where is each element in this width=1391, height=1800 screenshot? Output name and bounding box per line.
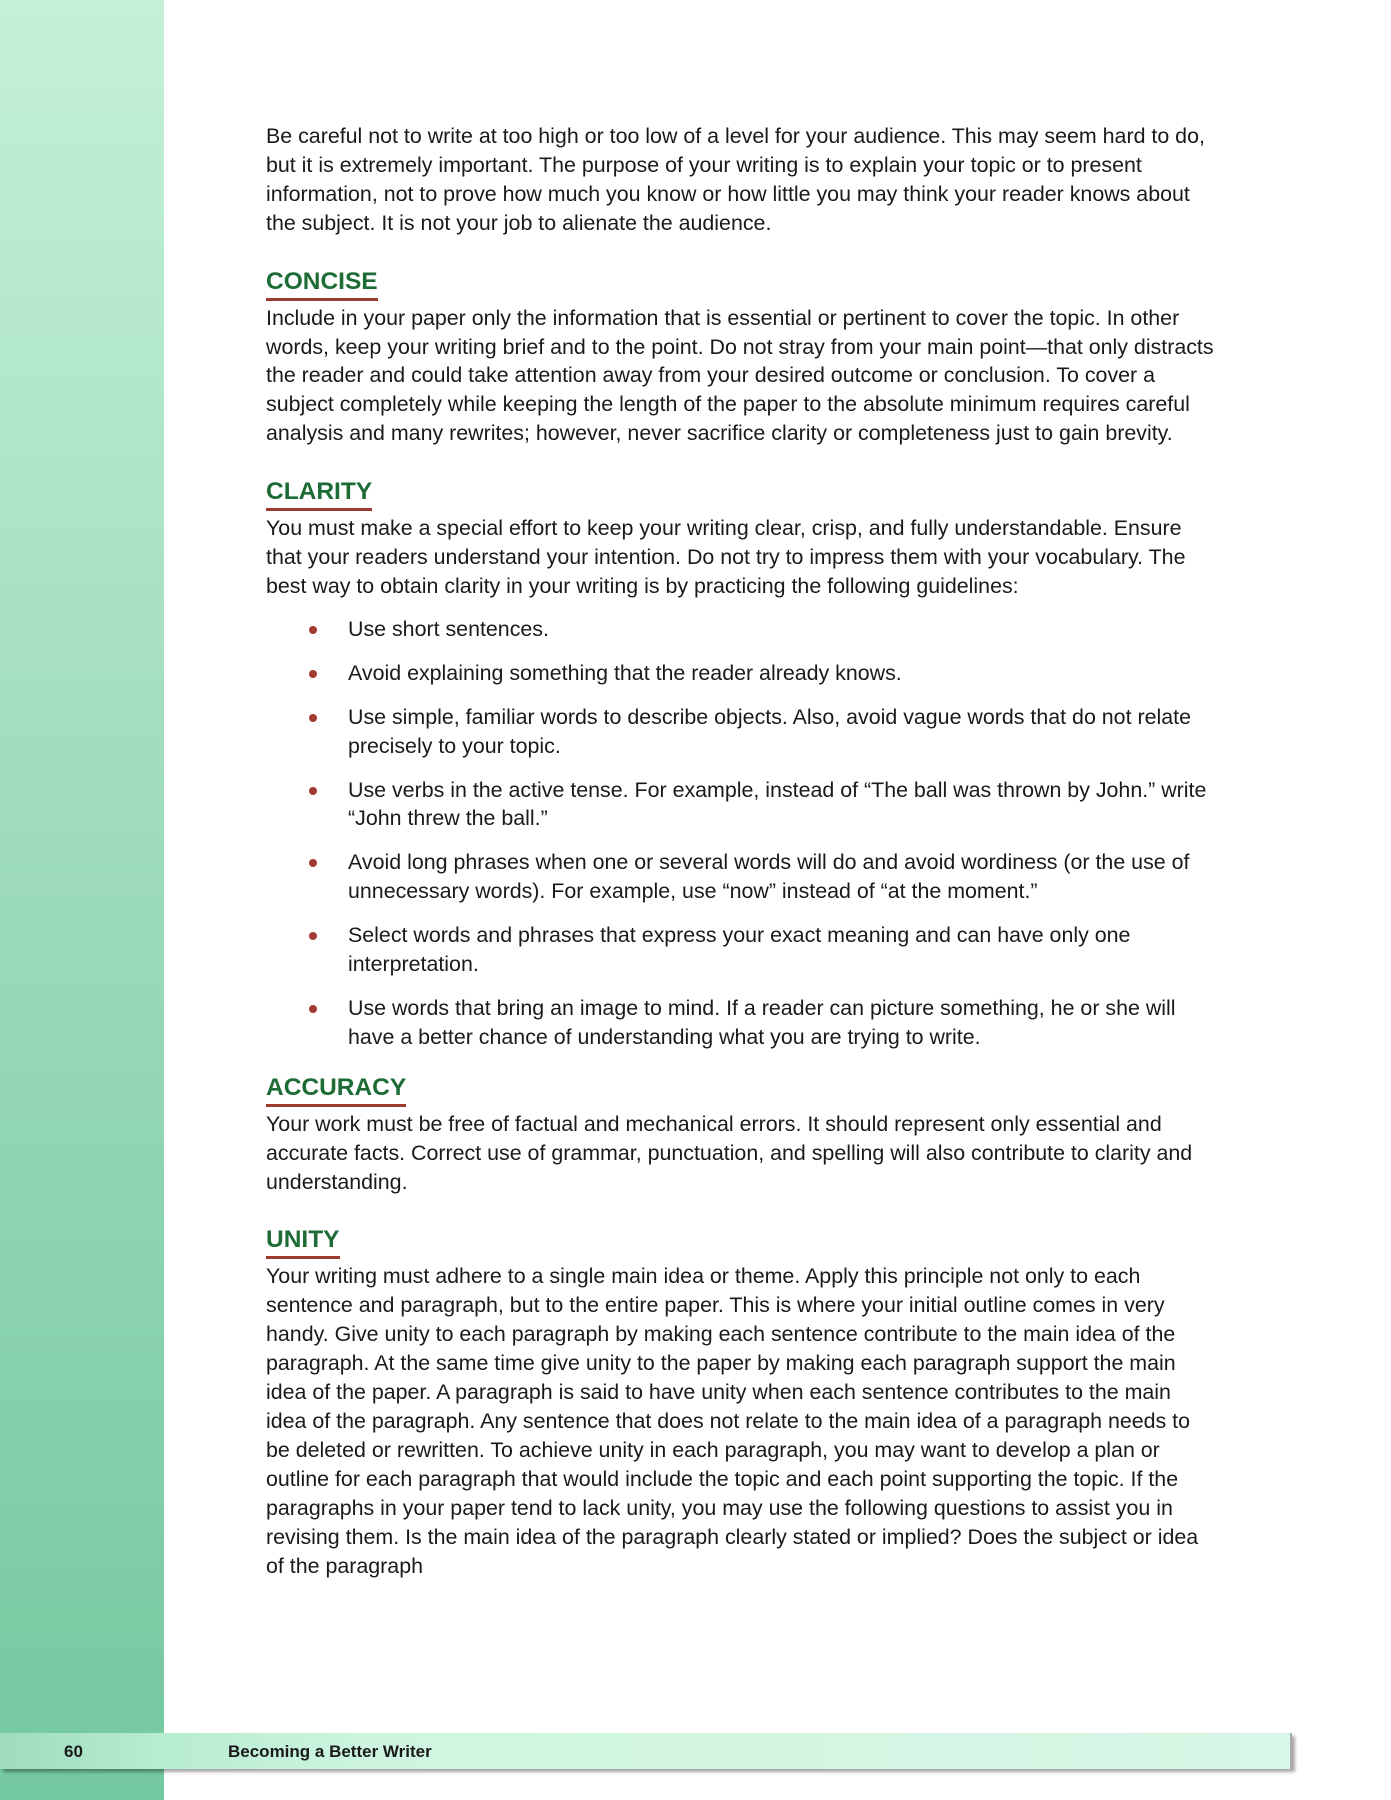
list-item — [266, 994, 1216, 1052]
bullet-icon — [309, 932, 317, 940]
bullet-icon — [309, 859, 317, 867]
list-item — [266, 921, 1216, 979]
concise-heading-wrap — [266, 266, 1216, 304]
accuracy-paragraph: Your work must be free of factual and mechanical errors. It should represent only essential and accurate facts. Correct use of grammar, punctuation, and spelling will also contribute to clarity and understanding. — [266, 1111, 1193, 1194]
page-number: 60 — [64, 1742, 83, 1761]
clarity-paragraph: You must make a special effort to keep your writing clear, crisp, and fully understandable. Ensure that your readers understand your intention. Do not try to impress them with your vocabulary. The best way to obtain clarity in your writing is by practicing the following guidelines: — [266, 516, 1186, 598]
guideline-text: Use simple, familiar words to describe objects. Also, avoid vague words that do not relate precisely to your topic. — [348, 704, 1191, 758]
intro-paragraph: Be careful not to write at too high or too low of a level for your audience. This may seem hard to do, but it is extremely important. The purpose of your writing is to explain your topic or to present information, not to prove how much you know or how little you may think your reader knows about the subject. It is not your job to alienate the audience. — [266, 124, 1205, 235]
unity-paragraph: Your writing must adhere to a single main idea or theme. Apply this principle not only to each sentence and paragraph, but to the entire paper. This is where your initial outline comes in very handy. Give unity to each paragraph by making each sentence contribute to the main idea of the paragraph. At the same time give unity to the paper by making each paragraph support the main idea of the paper. A paragraph is said to have unity when each sentence contributes to the main idea of the paragraph. Any sentence that does not relate to the main idea of a paragraph needs to be deleted or rewritten. To achieve unity in each paragraph, you may want to develop a plan or outline for each paragraph that would include the topic and each point supporting the topic. If the paragraphs in your paper tend to lack unity, you may use the following questions to assist you in revising them. Is the main idea of the paragraph clearly stated or implied? Does the subject or idea of the paragraph — [266, 1264, 1199, 1578]
concise-heading: CONCISE — [266, 266, 378, 301]
clarity-guidelines-list — [266, 615, 1216, 1052]
guideline-text: Use verbs in the active tense. For example, instead of “The ball was thrown by John.” write “John threw the ball.” — [348, 777, 1207, 831]
concise-paragraph: Include in your paper only the information that is essential or pertinent to cover the topic. In other words, keep your writing brief and to the point. Do not stray from your main point—that only distracts the reader and could take attention away from your desired outcome or conclusion. To cover a subject completely while keeping the length of the paper to the absolute minimum requires careful analysis and many rewrites; however, never sacrifice clarity or completeness just to gain brevity. — [266, 305, 1214, 446]
guideline-text: Avoid long phrases when one or several words will do and avoid wordiness (or the use of unnecessary words). For example, use “now” instead of “at the moment.” — [348, 850, 1190, 904]
bullet-icon — [309, 626, 317, 634]
guideline-text: Avoid explaining something that the reader already knows. — [348, 660, 902, 685]
accuracy-heading-wrap — [266, 1072, 1216, 1110]
page-content — [266, 122, 1216, 1580]
unity-heading-wrap — [266, 1224, 1216, 1262]
guideline-text: Select words and phrases that express your exact meaning and can have only one interpretation. — [348, 923, 1131, 977]
bullet-icon — [309, 714, 317, 722]
list-item — [266, 848, 1216, 906]
accuracy-heading: ACCURACY — [266, 1072, 406, 1107]
bullet-icon — [309, 1005, 317, 1013]
book-title: Becoming a Better Writer — [228, 1742, 432, 1761]
list-item — [266, 659, 1216, 688]
clarity-heading-wrap — [266, 476, 1216, 514]
unity-heading: UNITY — [266, 1224, 340, 1259]
list-item — [266, 776, 1216, 834]
bullet-icon — [309, 787, 317, 795]
guideline-text: Use short sentences. — [348, 616, 549, 641]
list-item — [266, 615, 1216, 644]
list-item — [266, 703, 1216, 761]
guideline-text: Use words that bring an image to mind. If a reader can picture something, he or she will have a better chance of understanding what you are trying to write. — [348, 995, 1176, 1049]
side-color-band — [0, 0, 164, 1800]
bullet-icon — [309, 670, 317, 678]
footer-bar — [0, 1733, 1292, 1769]
clarity-heading: CLARITY — [266, 476, 372, 511]
